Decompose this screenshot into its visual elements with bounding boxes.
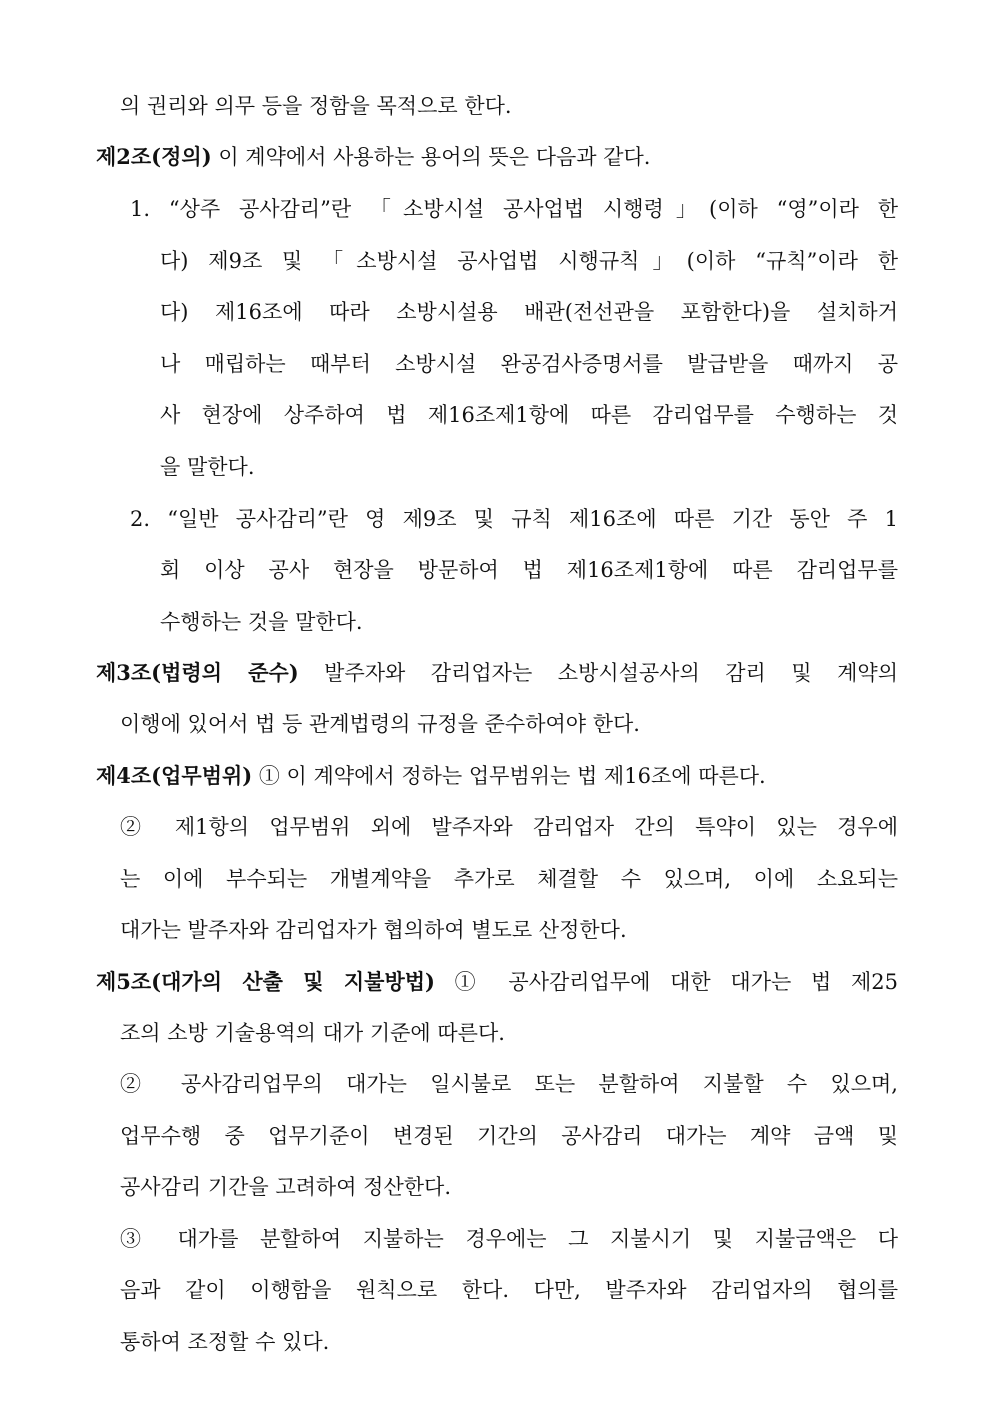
body-text: 음과 같이 이행함을 원칙으로 한다. 다만, 발주자와 감리업자의 협의를 [120, 1278, 898, 1302]
body-text: 다) 제9조 및 「소방시설 공사업법 시행규칙」(이하 “규칙”이라 한 [160, 249, 898, 273]
text-line [160, 248, 898, 274]
text-line [96, 144, 756, 170]
body-text: 통하여 조정할 수 있다. [120, 1330, 330, 1354]
text-line [120, 1329, 400, 1355]
text-line [160, 402, 898, 428]
article-heading: 제2조(정의) [96, 144, 212, 169]
body-text: 2. “일반 공사감리”란 영 제9조 및 규칙 제16조에 따른 기간 동안 주 1 [130, 507, 898, 531]
body-text: 나 매립하는 때부터 소방시설 완공검사증명서를 발급받을 때까지 공 [160, 352, 898, 376]
text-line [120, 866, 898, 892]
body-text: ① 공사감리업무에 대한 대가는 법 제25 [434, 970, 898, 994]
text-line [160, 351, 898, 377]
article-heading: 제5조(대가의 산출 및 지불방법) [96, 969, 435, 994]
text-line [160, 454, 280, 480]
text-line [120, 814, 898, 840]
body-text: 1. “상주 공사감리”란 「소방시설 공사업법 시행령」(이하 “영”이라 한 [130, 197, 898, 221]
body-text: ② 공사감리업무의 대가는 일시불로 또는 분할하여 지불할 수 있으며, [120, 1072, 898, 1096]
body-text: 의 권리와 의무 등을 정함을 목적으로 한다. [120, 94, 512, 118]
article-heading: 제4조(업무범위) [96, 763, 253, 788]
text-line [120, 93, 600, 119]
body-text: 이 계약에서 사용하는 용어의 뜻은 다음과 같다. [211, 145, 651, 169]
body-text: 을 말한다. [160, 455, 255, 479]
body-text: 조의 소방 기술용역의 대가 기준에 따른다. [120, 1021, 505, 1045]
body-text: ② 제1항의 업무범위 외에 발주자와 감리업자 간의 특약이 있는 경우에 [120, 815, 898, 839]
body-text: 사 현장에 상주하여 법 제16조제1항에 따른 감리업무를 수행하는 것 [160, 403, 898, 427]
text-line [96, 763, 886, 789]
text-line [120, 1277, 898, 1303]
body-text: 수행하는 것을 말한다. [160, 610, 363, 634]
text-line [120, 1174, 540, 1200]
body-text: 는 이에 부수되는 개별계약을 추가로 체결할 수 있으며, 이에 소요되는 [120, 867, 898, 891]
body-text: ③ 대가를 분할하여 지불하는 경우에는 그 지불시기 및 지불금액은 다 [120, 1227, 898, 1251]
body-text: 이행에 있어서 법 등 관계법령의 규정을 준수하여야 한다. [120, 712, 640, 736]
text-line [160, 299, 898, 325]
text-line [96, 969, 898, 995]
body-text: 공사감리 기간을 고려하여 정산한다. [120, 1175, 451, 1199]
body-text: 업무수행 중 업무기준이 변경된 기간의 공사감리 대가는 계약 금액 및 [120, 1124, 898, 1148]
body-text: 대가는 발주자와 감리업자가 협의하여 별도로 산정한다. [120, 918, 627, 942]
text-line [160, 609, 460, 635]
text-line [120, 1123, 898, 1149]
body-text: 발주자와 감리업자는 소방시설공사의 감리 및 계약의 [298, 661, 899, 685]
text-line [160, 557, 898, 583]
text-line [120, 1226, 898, 1252]
body-text: 회 이상 공사 현장을 방문하여 법 제16조제1항에 따른 감리업무를 [160, 558, 898, 582]
text-line [130, 506, 898, 532]
text-line [120, 1020, 600, 1046]
text-line [120, 711, 760, 737]
text-line [120, 1071, 898, 1097]
body-text: ① 이 계약에서 정하는 업무범위는 법 제16조에 따른다. [252, 764, 766, 788]
text-line [130, 196, 898, 222]
text-line [96, 660, 898, 686]
article-heading: 제3조(법령의 준수) [96, 660, 299, 685]
text-line [120, 917, 740, 943]
body-text: 다) 제16조에 따라 소방시설용 배관(전선관을 포함한다)을 설치하거 [160, 300, 898, 324]
